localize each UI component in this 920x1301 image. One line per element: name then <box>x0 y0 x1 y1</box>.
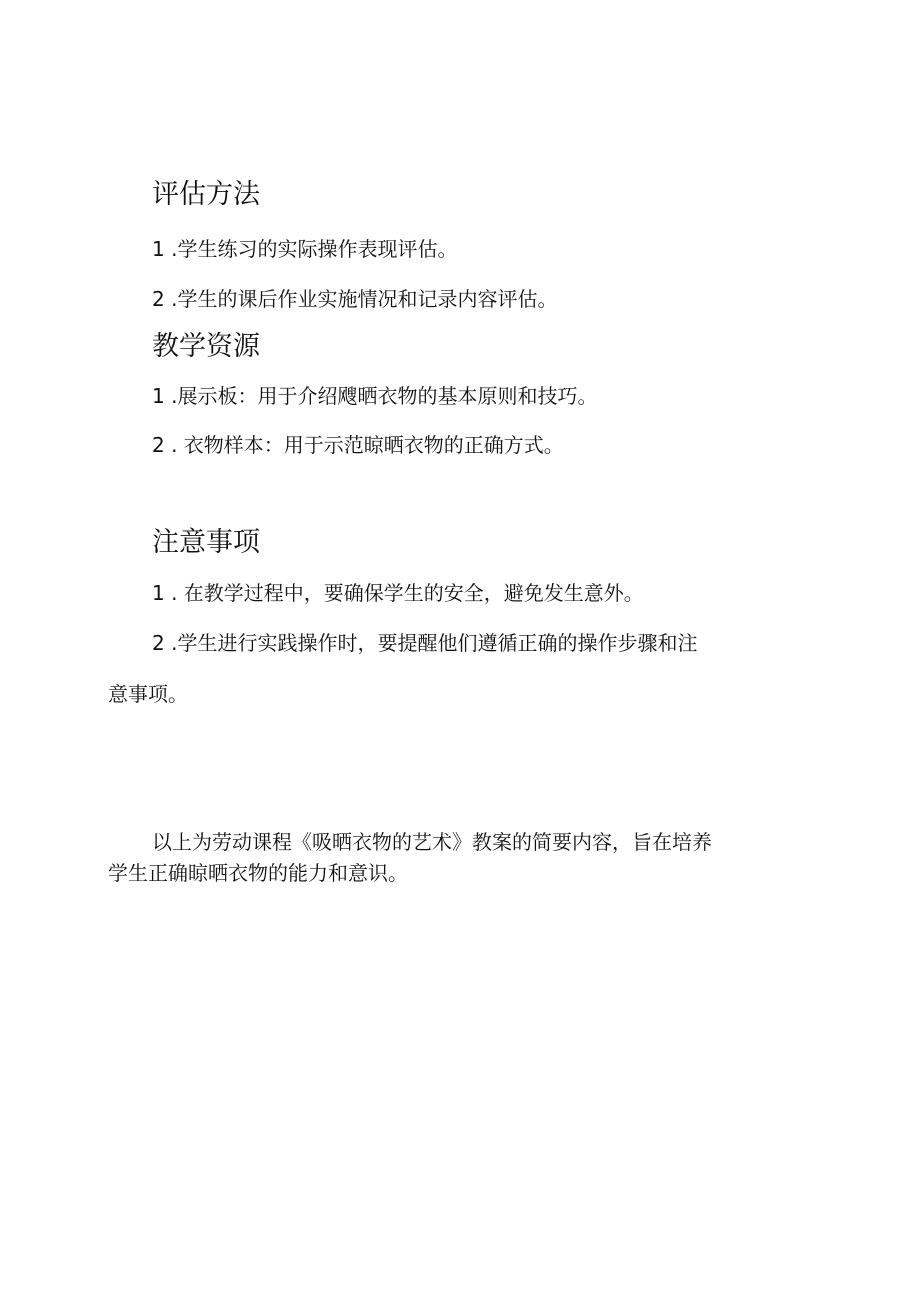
section-heading-notes: 注意事项 <box>152 527 260 558</box>
section-heading-resources: 教学资源 <box>152 331 260 362</box>
list-item: 2 . 衣物样本：用于示范晾晒衣物的正确方式。 <box>152 433 564 457</box>
list-item: 1 . 在教学过程中，要确保学生的安全，避免发生意外。 <box>152 581 644 605</box>
list-item: 1 .展示板：用于介绍飕晒衣物的基本原则和技巧。 <box>152 384 598 408</box>
conclusion-line-1: 以上为劳动课程《吸晒衣物的艺术》教案的简要内容，旨在培养 <box>152 830 712 854</box>
list-item: 1 .学生练习的实际操作表现评估。 <box>152 237 458 261</box>
list-item-continuation: 意事项。 <box>108 682 188 706</box>
list-item: 2 .学生进行实践操作时，要提醒他们遵循正确的操作步骤和注 <box>152 631 698 655</box>
conclusion-line-2: 学生正确晾晒衣物的能力和意识。 <box>108 861 408 885</box>
list-item: 2 .学生的课后作业实施情况和记录内容评估。 <box>152 287 558 311</box>
section-heading-evaluation: 评估方法 <box>152 179 260 210</box>
